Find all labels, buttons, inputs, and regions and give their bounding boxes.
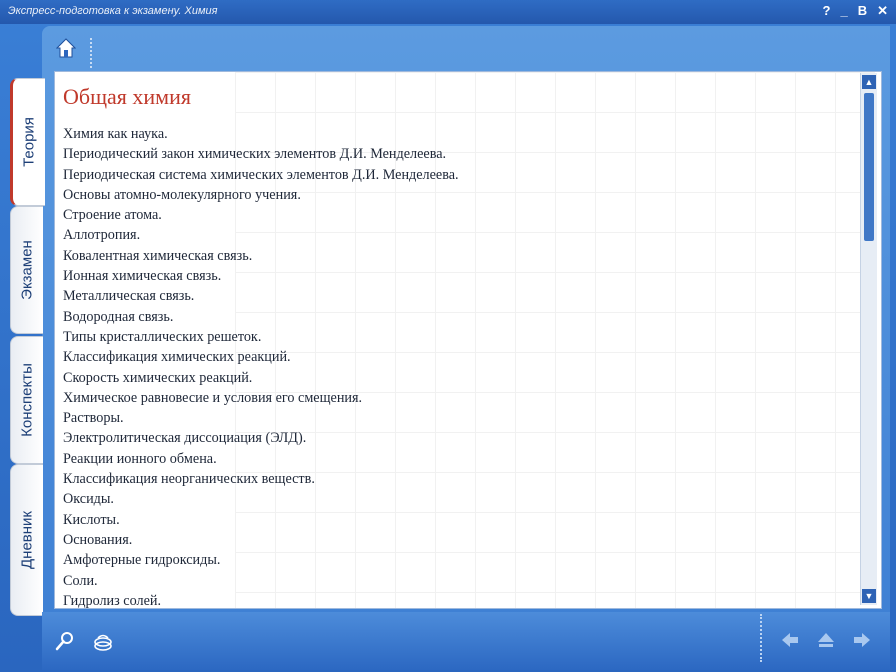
tab-notes-label: Конспекты [18, 363, 36, 437]
tab-theory[interactable] [10, 78, 45, 206]
topic-link[interactable]: Классификация химических реакций. [63, 349, 291, 366]
close-button[interactable]: ✕ [877, 3, 888, 18]
topic-link[interactable]: Кислоты. [63, 511, 120, 528]
topic-link[interactable]: Классификация неорганических веществ. [63, 471, 315, 488]
bookmark-icon [92, 632, 114, 652]
search-button[interactable] [54, 630, 76, 652]
topic-link[interactable]: Химическое равновесие и условия его смещения. [63, 389, 363, 406]
magnifier-icon [54, 630, 76, 652]
arrow-right-icon [852, 630, 872, 650]
minimize-button[interactable]: _ [840, 3, 848, 18]
tab-exam[interactable] [10, 206, 43, 334]
topic-link[interactable]: Гидролиз солей. [63, 592, 162, 609]
topic-link[interactable]: Оксиды. [63, 491, 114, 508]
content-panel [54, 71, 882, 609]
arrow-up-icon [816, 630, 836, 650]
bookmark-button[interactable] [92, 632, 114, 652]
topic-link[interactable]: Скорость химических реакций. [63, 369, 253, 386]
topic-link[interactable]: Ионная химическая связь. [63, 268, 222, 285]
topic-link[interactable]: Растворы. [63, 410, 124, 427]
scroll-up-button[interactable]: ▲ [862, 75, 876, 89]
scroll-thumb[interactable] [864, 93, 874, 241]
topic-link[interactable]: Ковалентная химическая связь. [63, 247, 253, 264]
vertical-scrollbar[interactable] [860, 73, 877, 605]
toolbar-grip [90, 38, 94, 68]
forward-button[interactable] [852, 630, 872, 650]
up-button[interactable] [816, 630, 836, 650]
topic-link[interactable]: Основания. [63, 531, 133, 548]
topic-link[interactable]: Основы атомно-молекулярного учения. [63, 186, 301, 203]
title-bar [0, 0, 896, 24]
home-icon [56, 37, 76, 59]
topic-link[interactable]: Аллотропия. [63, 227, 141, 244]
topic-link[interactable]: Типы кристаллических решеток. [63, 328, 262, 345]
topic-link[interactable]: Водородная связь. [63, 308, 174, 325]
tab-diary[interactable] [10, 464, 43, 616]
tab-diary-label: Дневник [18, 511, 36, 569]
tab-exam-label: Экзамен [18, 240, 36, 300]
topic-link[interactable]: Химия как наука. [63, 126, 168, 142]
back-button[interactable] [780, 630, 800, 650]
bottom-grip [760, 614, 764, 662]
scroll-down-button[interactable]: ▼ [862, 589, 876, 603]
window-title: Экспресс-подготовка к экзамену. Химия [8, 5, 218, 17]
topic-link[interactable]: Строение атома. [63, 207, 162, 224]
topic-link[interactable]: Металлическая связь. [63, 288, 195, 305]
window-controls [823, 3, 888, 19]
home-button[interactable] [56, 37, 76, 59]
page-title: Общая химия [63, 84, 191, 109]
topic-link[interactable]: Периодическая система химических элементов Д.И. Менделеева. [63, 166, 459, 183]
topic-link[interactable]: Электролитическая диссоциация (ЭЛД). [63, 430, 307, 447]
topic-link[interactable]: Периодический закон химических элементов Д.И. Менделеева. [63, 146, 447, 163]
topic-link[interactable]: Реакции ионного обмена. [63, 450, 217, 467]
help-button[interactable]: ? [822, 3, 831, 18]
tab-notes[interactable] [10, 336, 43, 464]
topic-link[interactable]: Соли. [63, 572, 98, 589]
restore-button[interactable]: В [857, 3, 868, 18]
tab-theory-label: Теория [20, 117, 38, 167]
topic-list [63, 124, 459, 609]
topic-link[interactable]: Амфотерные гидроксиды. [63, 552, 221, 569]
arrow-left-icon [780, 630, 800, 650]
